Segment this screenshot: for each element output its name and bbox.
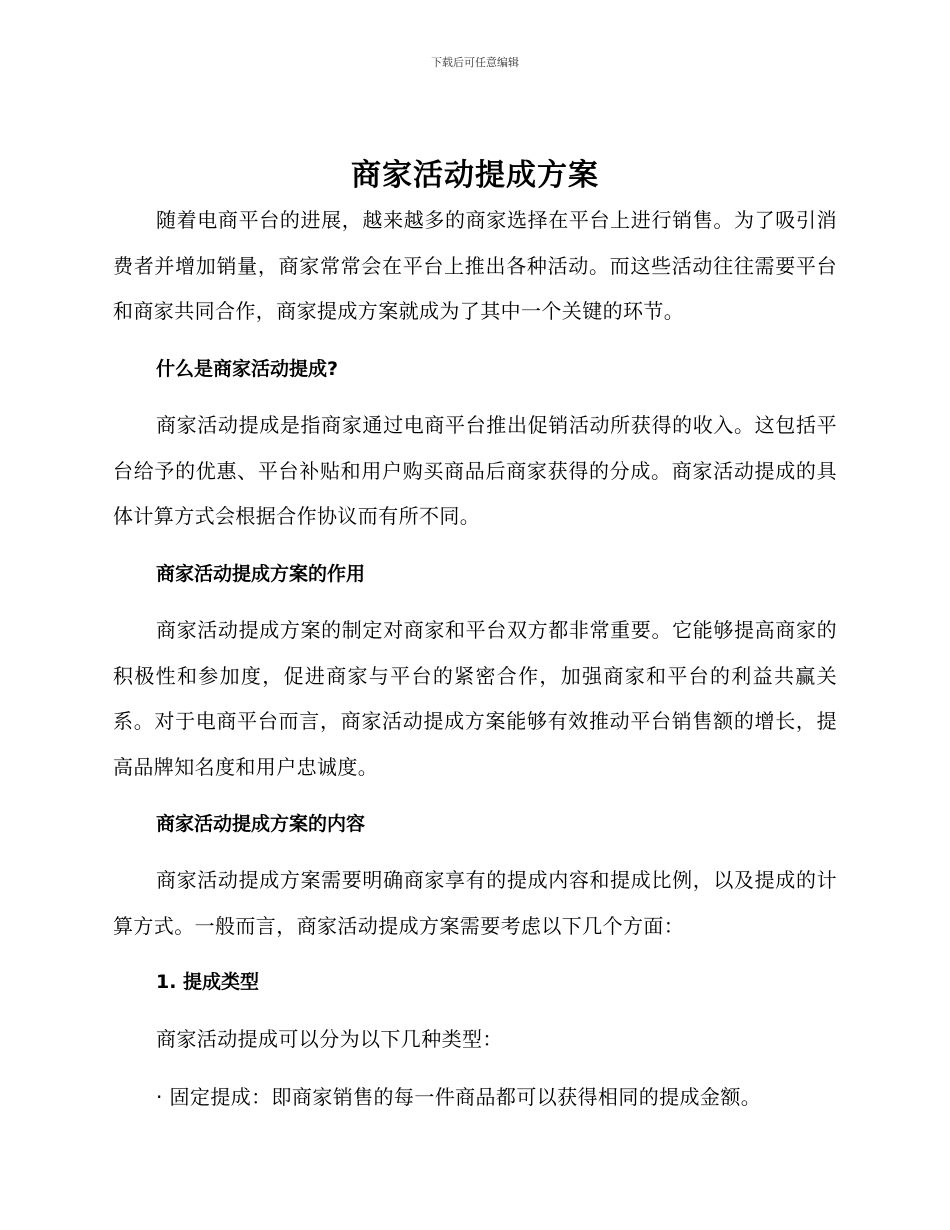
subsection-heading-types: 1. 提成类型 bbox=[156, 971, 260, 993]
section-paragraph-content: 商家活动提成方案需要明确商家享有的提成内容和提成比例，以及提成的计算方式。一般而言，商家活动提成方案需要考虑以下几个方面： bbox=[113, 868, 837, 938]
subsection-intro-types: 商家活动提成可以分为以下几种类型： bbox=[156, 1027, 503, 1051]
section-paragraph-purpose: 商家活动提成方案的制定对商家和平台双方都非常重要。它能够提高商家的积极性和参加度，促进商家与平台的紧密合作，加强商家和平台的利益共赢关系。对于电商平台而言，商家活动提成方案能够有效推动平台销售额的增长，提高品牌知名度和用户忠诚度。 bbox=[113, 618, 837, 779]
header-note: 下载后可任意编辑 bbox=[431, 56, 519, 69]
section-heading-content: 商家活动提成方案的内容 bbox=[156, 813, 366, 835]
bullet-fixed-commission: · 固定提成：即商家销售的每一件商品都可以获得相同的提成金额。 bbox=[156, 1085, 762, 1109]
document-title: 商家活动提成方案 bbox=[351, 158, 599, 193]
section-paragraph-definition: 商家活动提成是指商家通过电商平台推出促销活动所获得的收入。这包括平台给予的优惠、平台补贴和用户购买商品后商家获得的分成。商家活动提成的具体计算方式会根据合作协议而有所不同。 bbox=[113, 413, 837, 528]
section-heading-purpose: 商家活动提成方案的作用 bbox=[156, 563, 366, 585]
intro-paragraph: 随着电商平台的进展，越来越多的商家选择在平台上进行销售。为了吸引消费者并增加销量，商家常常会在平台上推出各种活动。而这些活动往往需要平台和商家共同合作，商家提成方案就成为了其中一个关键的环节。 bbox=[113, 208, 837, 323]
section-heading-what-is: 什么是商家活动提成? bbox=[156, 358, 339, 380]
